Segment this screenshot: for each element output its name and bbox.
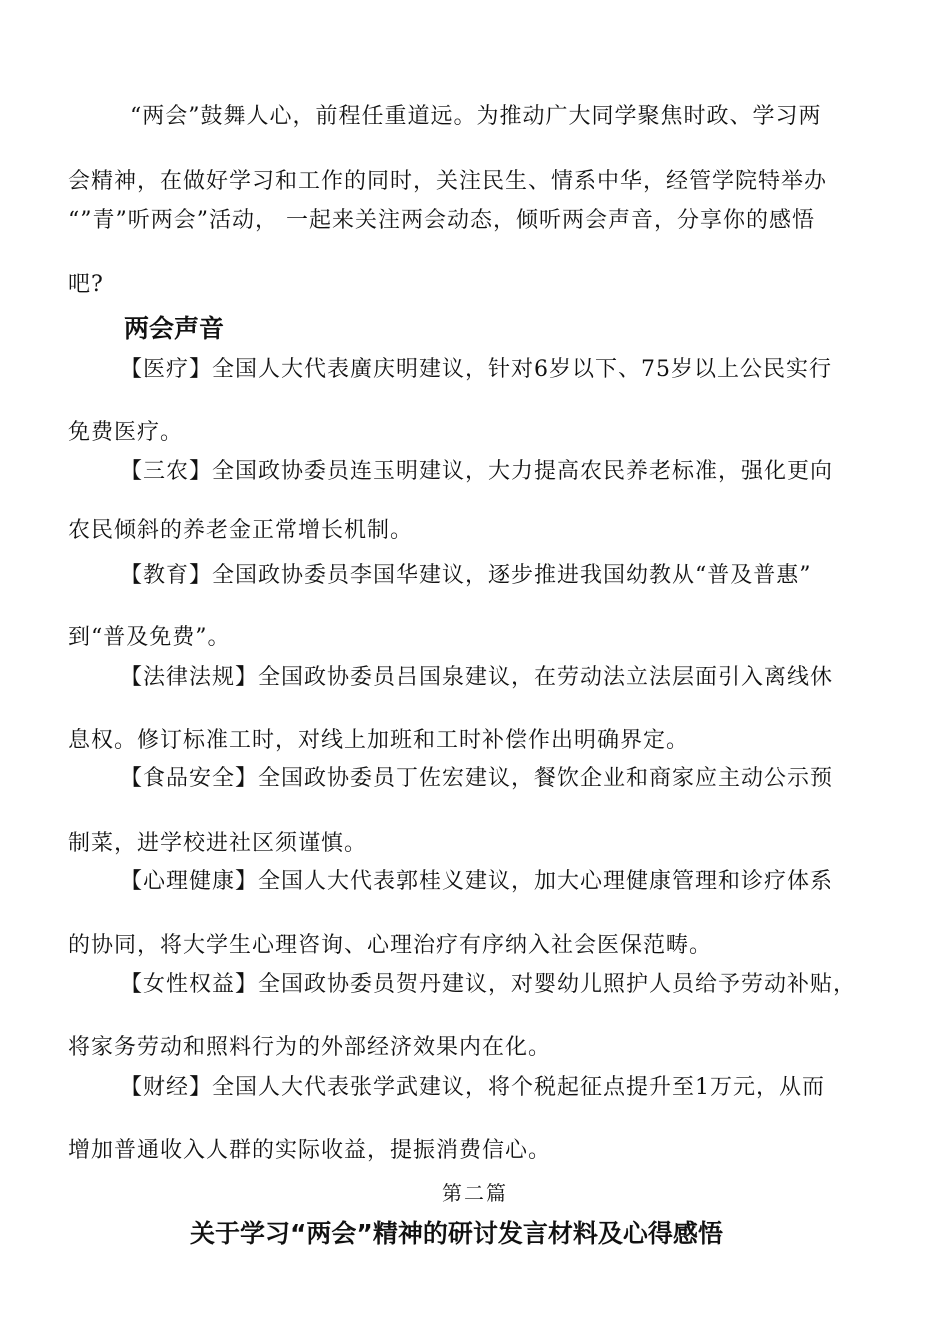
item-food-safety-line-2: 制菜，进学校进社区须谨慎。 <box>68 831 368 856</box>
item-education-line-1: 【教育】全国政协委员李国华建议，逐步推进我国幼教从“普及普惠” <box>120 563 812 588</box>
item-women-rights-line-2: 将家务劳动和照料行为的外部经济效果内在化。 <box>68 1035 552 1060</box>
item-medical-line-1: 【医疗】全国人大代表廣庆明建议，针对6岁以下、75岁以上公民实行 <box>120 357 832 382</box>
intro-line-4: 吧? <box>68 272 104 297</box>
item-food-safety-line-1: 【食品安全】全国政协委员丁佐宏建议，餐饮企业和商家应主动公示预 <box>120 766 834 791</box>
section-heading: 两会声音 <box>124 314 225 343</box>
item-law-line-1: 【法律法规】全国政协委员吕国泉建议，在劳动法立法层面引入离线休 <box>120 665 834 690</box>
item-law-line-2: 息权。修订标准工时，对线上加班和工时补偿作出明确界定。 <box>68 728 690 753</box>
item-agriculture-line-1: 【三农】全国政协委员连玉明建议，大力提高农民养老标准，强化更向 <box>120 459 834 484</box>
intro-line-3: “”青”听两会”活动， 一起来关注两会动态，倾听两会声音，分享你的感悟 <box>68 208 815 233</box>
intro-line-1: “两会”鼓舞人心，前程任重道远。为推动广大同学聚焦时政、学习两 <box>130 104 822 129</box>
part-label: 第二篇 <box>442 1181 508 1205</box>
item-education-line-2: 到“普及免费”。 <box>68 625 231 650</box>
document-title: 关于学习“两会”精神的研讨发言材料及心得感悟 <box>190 1219 723 1248</box>
item-finance-line-2: 增加普通收入人群的实际收益，提振消费信心。 <box>68 1138 552 1163</box>
item-mental-health-line-2: 的协同，将大学生心理咨询、心理治疗有序纳入社会医保范畴。 <box>68 933 713 958</box>
intro-line-2: 会精神，在做好学习和工作的同时，关注民生、情系中华，经管学院特举办 <box>68 169 828 194</box>
item-agriculture-line-2: 农民倾斜的养老金正常增长机制。 <box>68 518 414 543</box>
item-mental-health-line-1: 【心理健康】全国人大代表郭桂义建议，加大心理健康管理和诊疗体系 <box>120 869 834 894</box>
item-medical-line-2: 免费医疗。 <box>68 420 184 445</box>
item-finance-line-1: 【财经】全国人大代表张学武建议，将个税起征点提升至1万元，从而 <box>120 1075 825 1100</box>
item-women-rights-line-1: 【女性权益】全国政协委员贺丹建议，对婴幼儿照护人员给予劳动补贴， <box>120 972 857 997</box>
